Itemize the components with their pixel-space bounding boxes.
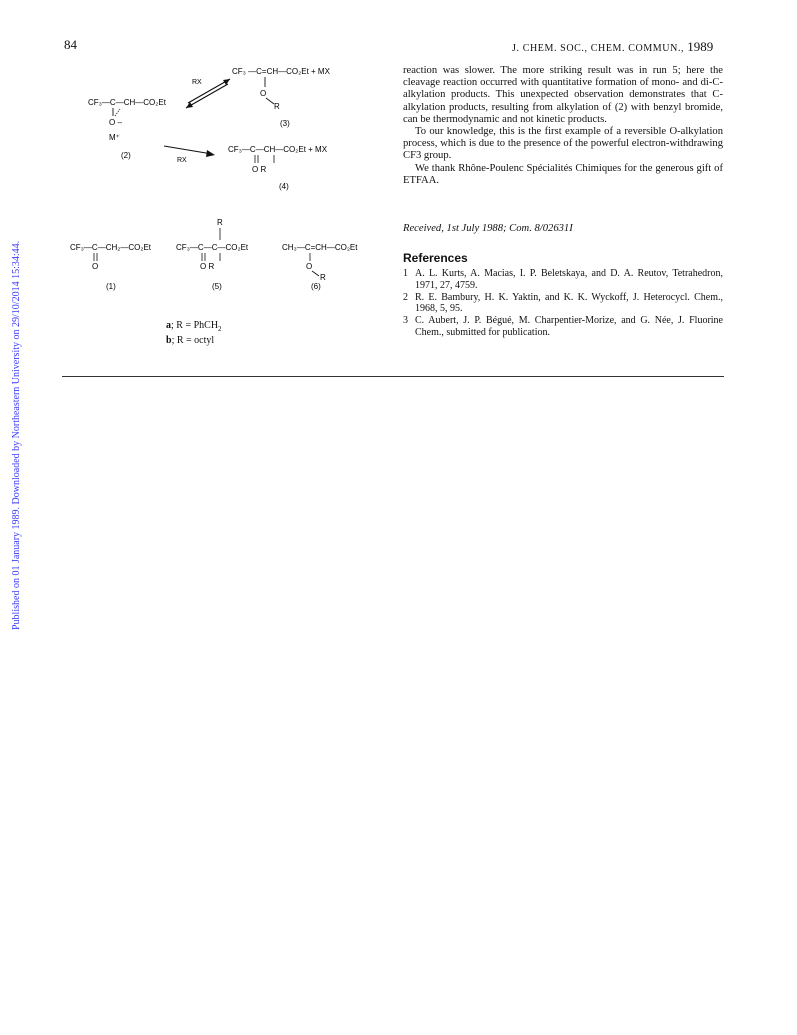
rx-label-1: RX [192,79,202,86]
body-text [403,65,723,187]
compound-6-oxygen: O [306,262,313,271]
compound-4-substituents: O R [252,165,267,174]
label-3: (3) [280,119,290,128]
label-5: (5) [212,282,222,291]
legend-b: b; R = octyl [166,335,215,346]
received-line: Received, 1st July 1988; Com. 8/02631I [403,223,573,234]
body-paragraph-3: We thank Rhône-Poulenc Spécialités Chimiques for the generous gift of ETFAA. [403,162,723,186]
reference-item [403,268,723,291]
journal-name: J. CHEM. SOC., CHEM. COMMUN., [512,43,685,54]
compound-3-oxygen: O [260,89,267,98]
download-watermark [11,210,23,630]
label-2: (2) [121,151,131,160]
enolate-oxygen: O – [109,118,122,127]
compound-6-formula: CH₃—C=CH—CO₂Et [282,243,358,252]
compound-5-r-top: R [217,218,223,227]
references-heading: References [403,251,468,265]
reference-text: C. Aubert, J. P. Bégué, M. Charpentier-Morize, and G. Née, J. Fluorine Chem., submitted for publication. [415,315,723,338]
rx-label-2: RX [177,157,187,164]
body-paragraph-1: reaction was slower. The more striking result was in run 5; here the cleavage reaction occurred with quantitative formation of mono- and di-C-alkylation products. This unexpected observation demonstrates that C-alkylation products, resulting from alkylation of (2) with benzyl bromide, can be thermodynamic and not kinetic products. [403,65,723,125]
compound-3-formula: CF₃ —C=CH—CO₂Et + MX [232,67,330,76]
reference-number: 3 [403,315,408,327]
compound-1-formula: CF₃—C—CH₂—CO₂Et [70,243,152,252]
reference-item [403,292,723,315]
compound-5-formula: CF₃—C—C—CO₂Et [176,243,249,252]
journal-year: 1989 [687,39,714,54]
legend-a: a; R = PhCH$_2$ [166,320,222,333]
references-list [403,268,723,339]
reference-item [403,315,723,338]
label-4: (4) [279,182,289,191]
body-paragraph-2: To our knowledge, this is the first example of a reversible O-alkylation process, which is due to the presence of the powerful electron-withdrawing CF3 group. [403,126,723,162]
reference-text: R. E. Bambury, H. K. Yaktin, and K. K. Wyckoff, J. Heterocycl. Chem., 1968, 5, 95. [415,291,723,315]
enolate-formula: CF₃—C—CH—CO₂Et [88,98,166,107]
substituent-legend [166,320,222,346]
download-watermark-text: Published on 01 January 1989. Downloaded by Northeastern University on 29/10/2014 15:34:44. [11,240,22,630]
footer-rule [62,376,724,377]
compound-4-formula: CF₃—C—CH—CO₂Et + MX [228,145,328,154]
reference-number: 2 [403,291,408,303]
reference-text: A. L. Kurts, A. Macias, I. P. Beletskaya, and D. A. Reutov, Tetrahedron, 1971, 27, 4759. [415,268,723,291]
page-number: 84 [64,37,77,52]
journal-header [512,39,713,55]
label-1: (1) [106,282,116,291]
compound-1-oxygen: O [92,262,99,271]
reference-number: 1 [403,268,408,279]
label-6: (6) [311,282,321,291]
reaction-scheme [60,58,390,348]
compound-3-r: R [274,102,280,111]
compound-6-r: R [320,273,326,282]
compound-5-substituents: O R [200,262,215,271]
metal-cation: M⁺ [109,133,120,142]
